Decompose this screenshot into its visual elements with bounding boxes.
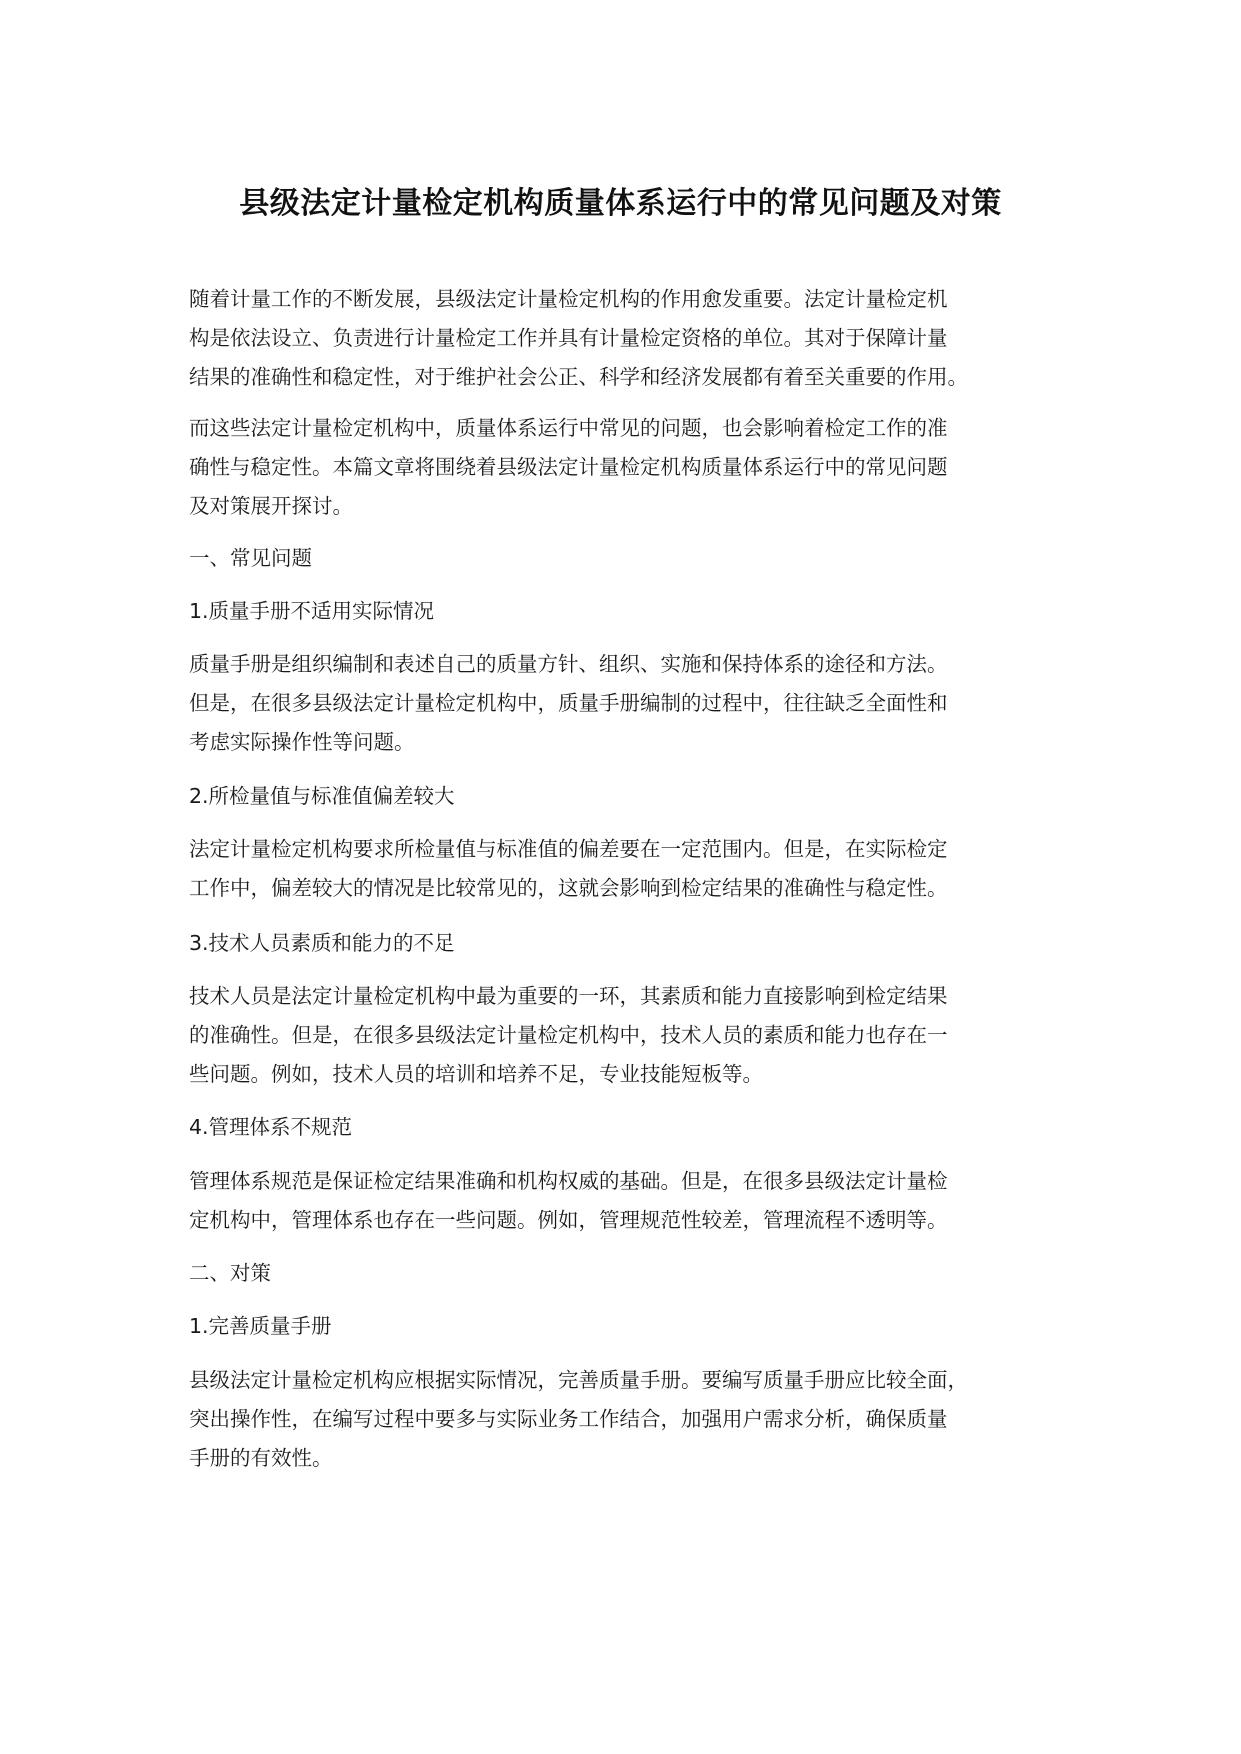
paragraph (189, 409, 1069, 526)
paragraph (189, 645, 1069, 762)
paragraph-line: 法定计量检定机构要求所检量值与标准值的偏差要在一定范围内。但是，在实际检定 (189, 837, 948, 861)
paragraph-line: 随着计量工作的不断发展，县级法定计量检定机构的作用愈发重要。法定计量检定机 (189, 287, 948, 311)
paragraph-line: 而这些法定计量检定机构中，质量体系运行中常见的问题，也会影响着检定工作的准 (189, 416, 948, 440)
paragraph-line: 质量手册是组织编制和表述自己的质量方针、组织、实施和保持体系的途径和方法。 (189, 652, 948, 676)
paragraph-line: 突出操作性，在编写过程中要多与实际业务工作结合，加强用户需求分析，确保质量 (189, 1407, 948, 1431)
paragraph-line: 些问题。例如，技术人员的培训和培养不足，专业技能短板等。 (189, 1062, 763, 1086)
section-heading: 1.完善质量手册 (189, 1314, 332, 1338)
paragraph-line: 管理体系规范是保证检定结果准确和机构权威的基础。但是，在很多县级法定计量检 (189, 1169, 948, 1193)
section-heading: 2.所检量值与标准值偏差较大 (189, 784, 455, 808)
paragraph (189, 1162, 1069, 1240)
section-heading: 4.管理体系不规范 (189, 1115, 353, 1139)
paragraph-line: 县级法定计量检定机构应根据实际情况，完善质量手册。要编写质量手册应比较全面， (189, 1368, 968, 1392)
section-heading: 3.技术人员素质和能力的不足 (189, 931, 455, 955)
paragraph (189, 977, 1069, 1094)
paragraph-line: 的准确性。但是，在很多县级法定计量检定机构中，技术人员的素质和能力也存在一 (189, 1023, 948, 1047)
paragraph-line: 结果的准确性和稳定性，对于维护社会公正、科学和经济发展都有着至关重要的作用。 (189, 365, 968, 389)
document-body (189, 280, 1069, 1478)
section-heading: 一、常见问题 (189, 546, 312, 570)
paragraph-line: 及对策展开探讨。 (189, 494, 353, 518)
paragraph-line: 技术人员是法定计量检定机构中最为重要的一环，其素质和能力直接影响到检定结果 (189, 984, 948, 1008)
paragraph-line: 构是依法设立、负责进行计量检定工作并具有计量检定资格的单位。其对于保障计量 (189, 326, 948, 350)
paragraph-line: 考虑实际操作性等问题。 (189, 730, 415, 754)
paragraph-line: 但是，在很多县级法定计量检定机构中，质量手册编制的过程中，往往缺乏全面性和 (189, 691, 948, 715)
paragraph (189, 1361, 1069, 1478)
paragraph (189, 280, 1069, 397)
paragraph-line: 定机构中，管理体系也存在一些问题。例如，管理规范性较差，管理流程不透明等。 (189, 1208, 948, 1232)
document-title: 县级法定计量检定机构质量体系运行中的常见问题及对策 (239, 186, 1002, 221)
paragraph (189, 830, 1069, 908)
paragraph-line: 确性与稳定性。本篇文章将围绕着县级法定计量检定机构质量体系运行中的常见问题 (189, 455, 948, 479)
paragraph-line: 手册的有效性。 (189, 1446, 333, 1470)
section-heading: 二、对策 (189, 1261, 271, 1285)
section-heading: 1.质量手册不适用实际情况 (189, 599, 435, 623)
paragraph-line: 工作中，偏差较大的情况是比较常见的，这就会影响到检定结果的准确性与稳定性。 (189, 876, 948, 900)
